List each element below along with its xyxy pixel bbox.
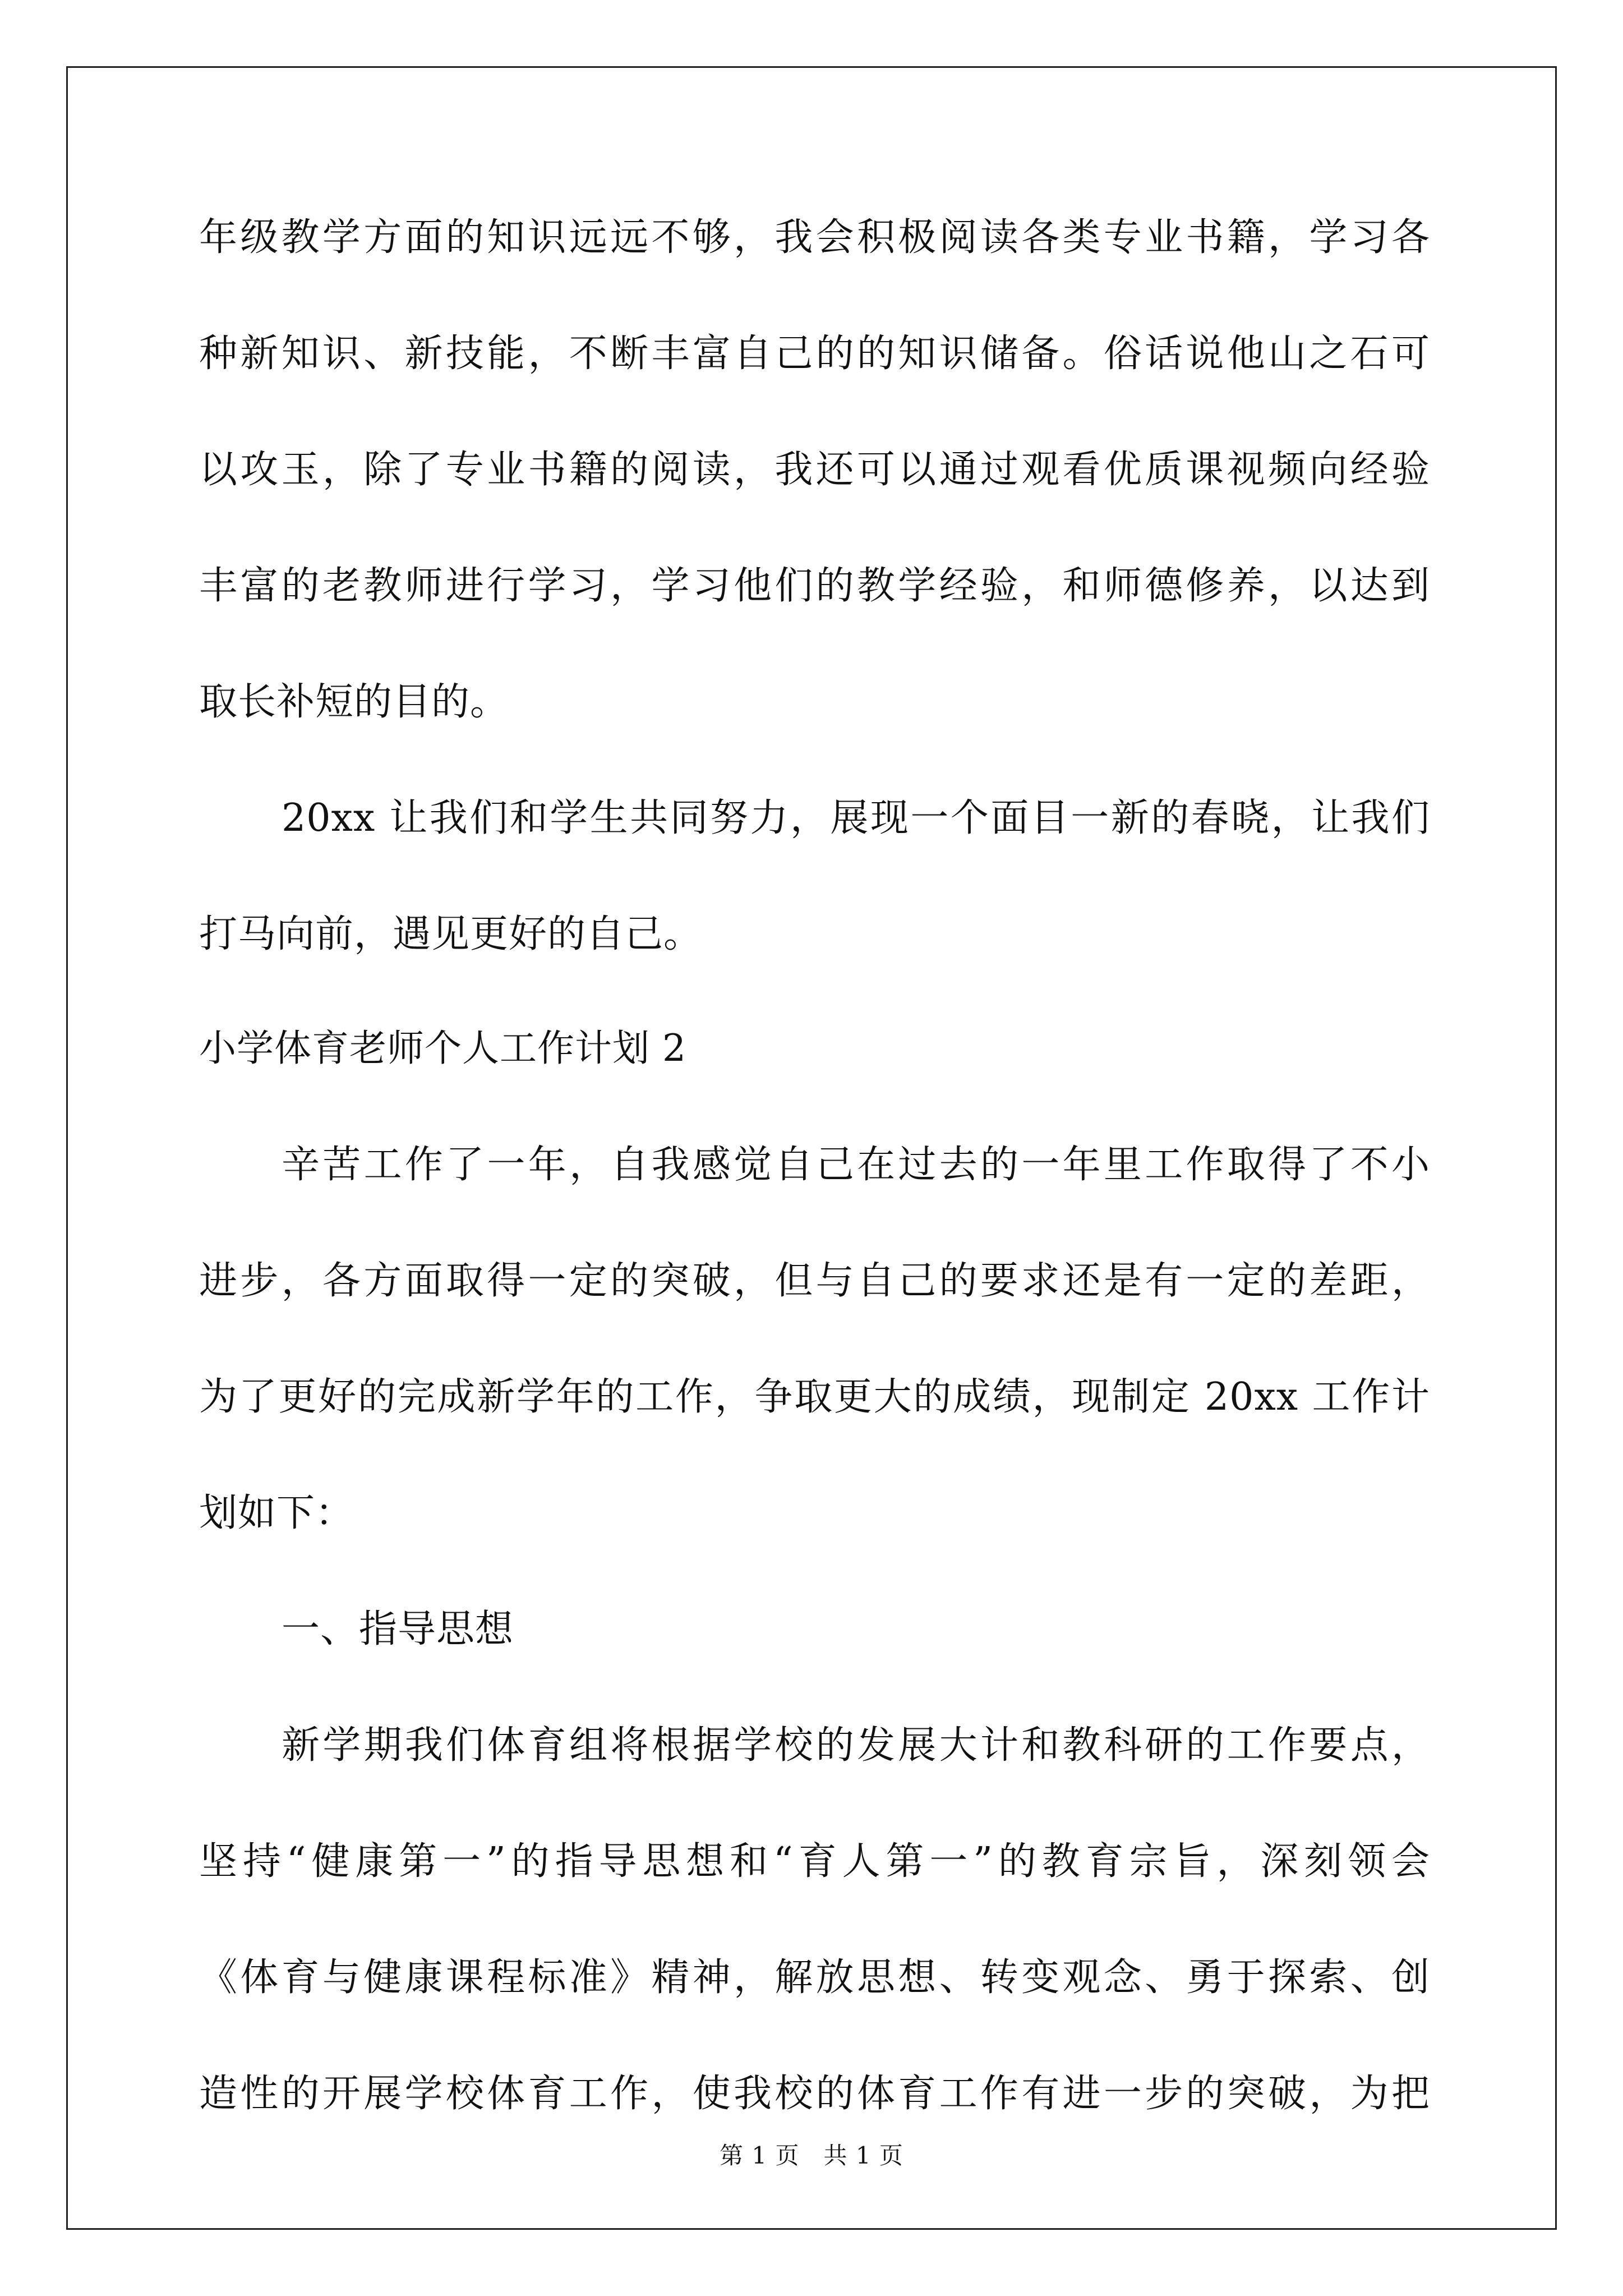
text-line: 辛苦工作了一年，自我感觉自己在过去的一年里工作取得了不小 [282, 1143, 1430, 1187]
text-line: 划如下： [199, 1491, 354, 1535]
page-footer: 第 1 页 共 1 页 [720, 2142, 903, 2169]
text-line: 新学期我们体育组将根据学校的发展大计和教科研的工作要点， [282, 1723, 1430, 1768]
text-line: 年级教学方面的知识远远不够，我会积极阅读各类专业书籍，学习各 [199, 215, 1430, 260]
text-line: 取长补短的目的。 [199, 680, 509, 724]
text-line: 为了更好的完成新学年的工作，争取更大的成绩，现制定 20xx 工作计 [199, 1375, 1430, 1419]
text-line: 坚持“健康第一”的指导思想和“育人第一”的教育宗旨，深刻领会 [199, 1839, 1430, 1884]
subheading: 一、指导思想 [282, 1607, 514, 1651]
text-line: 20xx 让我们和学生共同努力，展现一个面目一新的春晓，让我们 [282, 796, 1430, 840]
text-line: 以攻玉，除了专业书籍的阅读，我还可以通过观看优质课视频向经验 [199, 448, 1430, 492]
text-line: 造性的开展学校体育工作，使我校的体育工作有进一步的突破，为把 [199, 2072, 1430, 2116]
text-line: 《体育与健康课程标准》精神，解放思想、转变观念、勇于探索、创 [199, 1955, 1430, 2000]
text-line: 进步，各方面取得一定的突破，但与自己的要求还是有一定的差距， [199, 1259, 1430, 1303]
text-line: 丰富的老教师进行学习，学习他们的教学经验，和师德修养，以达到 [199, 564, 1430, 608]
text-line: 打马向前，遇见更好的自己。 [199, 912, 703, 956]
text-line: 种新知识、新技能，不断丰富自己的的知识储备。俗话说他山之石可 [199, 332, 1430, 376]
section-heading: 小学体育老师个人工作计划 2 [199, 1027, 686, 1070]
